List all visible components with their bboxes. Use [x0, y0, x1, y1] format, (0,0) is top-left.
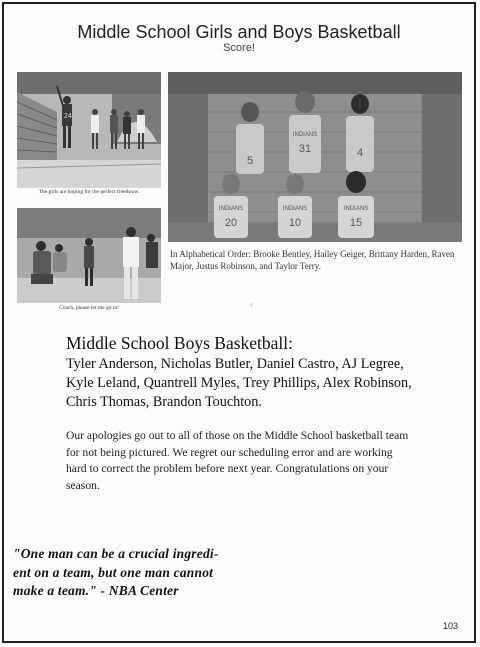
- jersey-number-front-2: 10: [288, 217, 302, 229]
- jersey-lettering-back: INDIANS: [292, 132, 318, 138]
- quote-line-1: "One man can be a crucial ingredi-: [13, 546, 219, 561]
- boys-roster: Tyler Anderson, Nicholas Butler, Daniel Castro, AJ Legree, Kyle Leland, Quantrell Myles, Trey Phillips, Alex Robinson, Chris Thomas, Brandon Touchton.: [66, 356, 412, 410]
- jersey-number-front-1: 20: [224, 217, 238, 229]
- quote-line-3: make a team." - NBA Center: [13, 583, 179, 598]
- team-caption: In Alphabetical Order: Brooke Bentley, Hailey Geiger, Brittany Harden, Raven Major, Justus Robinson, and Taylor Terry.: [170, 249, 455, 271]
- jersey-lettering-front-3: INDIANS: [343, 206, 369, 212]
- coach-photo: [17, 208, 161, 303]
- team-photo: [168, 72, 462, 242]
- action-jersey-number: 24: [64, 113, 72, 120]
- page-number: 103: [442, 621, 458, 631]
- yearbook-page: [2, 2, 476, 643]
- jersey-number-back-2: 31: [298, 143, 312, 155]
- decorative-speck: ‹: [250, 300, 254, 309]
- boys-heading: Middle School Boys Basketball:: [66, 333, 294, 353]
- coach-caption: Coach, please let me go in!: [59, 305, 119, 311]
- freethrow-photo: [17, 72, 161, 188]
- apology-paragraph: Our apologies go out to all of those on the Middle School basketball team for not being pictured. We regret our scheduling error and are working hard to correct the problem before next year. Congratulations on your season.: [66, 429, 409, 492]
- quote-line-2: ent on a team, but one man cannot: [13, 564, 214, 580]
- jersey-number-front-3: 15: [349, 217, 363, 229]
- jersey-number-back-1: 5: [246, 155, 254, 167]
- page-subtitle: Score!: [223, 42, 255, 54]
- jersey-lettering-front-2: INDIANS: [282, 206, 308, 212]
- jersey-number-back-3: 4: [356, 147, 364, 159]
- jersey-lettering-front-1: INDIANS: [218, 206, 244, 212]
- quote-block: [13, 545, 333, 601]
- page-title: Middle School Girls and Boys Basketball: [77, 22, 401, 42]
- freethrow-caption: The girls are hoping for the perfect freethrow.: [38, 189, 140, 195]
